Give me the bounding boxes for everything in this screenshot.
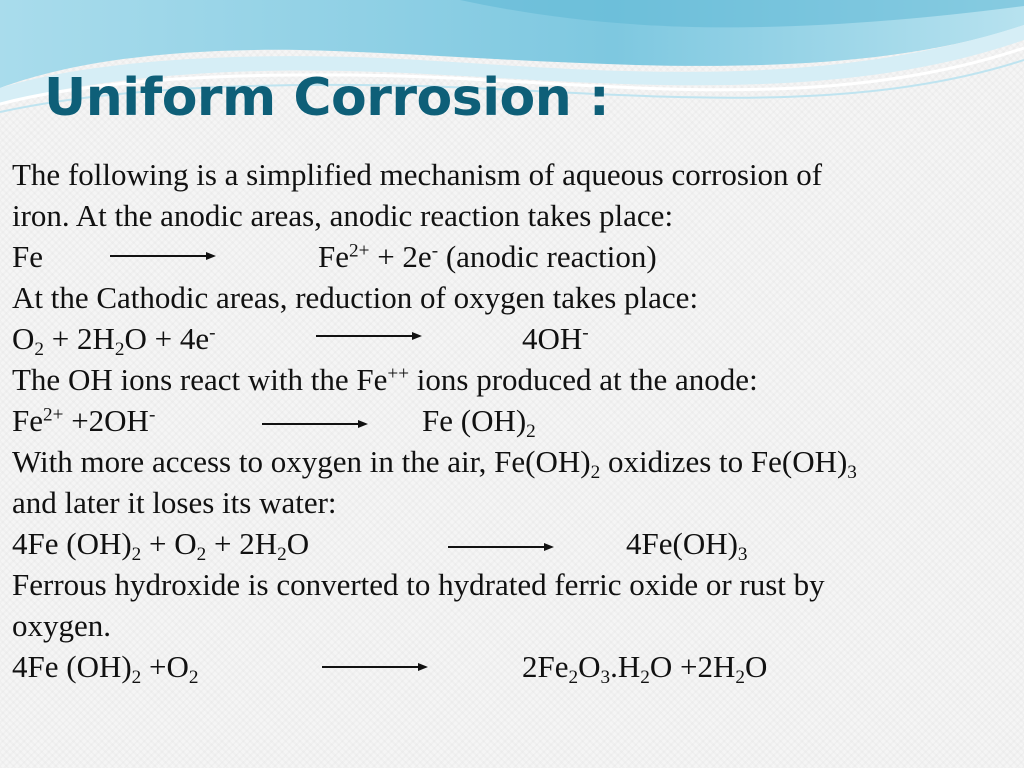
eq5-reactants: 4Fe $(OH)_2 +O_2$	[12, 649, 199, 689]
ferrous-line-1: Ferrous hydroxide is converted to hydrated ferric oxide or rust by	[12, 567, 825, 602]
eq2-product: 4OH-	[522, 321, 589, 356]
equation-ferric-hydroxide	[12, 523, 1012, 564]
reaction-arrow-icon	[448, 542, 554, 552]
eq3-reactants: $Fe^{2+} +2OH^-$	[12, 403, 156, 438]
slide-title: Uniform Corrosion :	[44, 68, 610, 128]
eq4-reactants: 4Fe $(OH)_2 + O_2 + 2H_2O$	[12, 526, 310, 566]
eq1-product: $Fe^{2+} + 2e^-$ (anodic reaction)	[318, 239, 657, 274]
reaction-arrow-icon	[110, 251, 216, 261]
equation-cathodic	[12, 318, 1012, 359]
hydroxide-line: The OH ions react with the Fe++ ions produced at the anode:	[12, 362, 758, 397]
eq1-reactant: Fe	[12, 239, 43, 274]
reaction-arrow-icon	[322, 662, 428, 672]
intro-line-1: The following is a simplified mechanism of aqueous corrosion of	[12, 157, 823, 192]
equation-rust	[12, 646, 1012, 687]
equation-ferrous-hydroxide	[12, 400, 1012, 441]
reaction-arrow-icon	[262, 419, 368, 429]
eq3-product: Fe $(OH)_2$	[422, 403, 536, 443]
oxygen-access-line: With more access to oxygen in the air, $Fe(OH)_2$ oxidizes to $Fe(OH)_3$	[12, 444, 857, 484]
intro-line-2: iron. At the anodic areas, anodic reaction takes place:	[12, 198, 674, 233]
cathodic-line: At the Cathodic areas, reduction of oxygen takes place:	[12, 280, 699, 315]
ferrous-line-2: oxygen.	[12, 608, 112, 643]
eq4-product: $4Fe(OH)_3$	[626, 526, 748, 566]
water-loss-line: and later it loses its water:	[12, 485, 337, 520]
reaction-arrow-icon	[316, 331, 422, 341]
equation-anodic	[12, 236, 1012, 277]
eq2-reactants: $O_2 + 2H_2O + 4e^-$	[12, 321, 216, 361]
eq5-product: $2Fe_2O_3.H_2O +2H_2O$	[522, 649, 768, 689]
